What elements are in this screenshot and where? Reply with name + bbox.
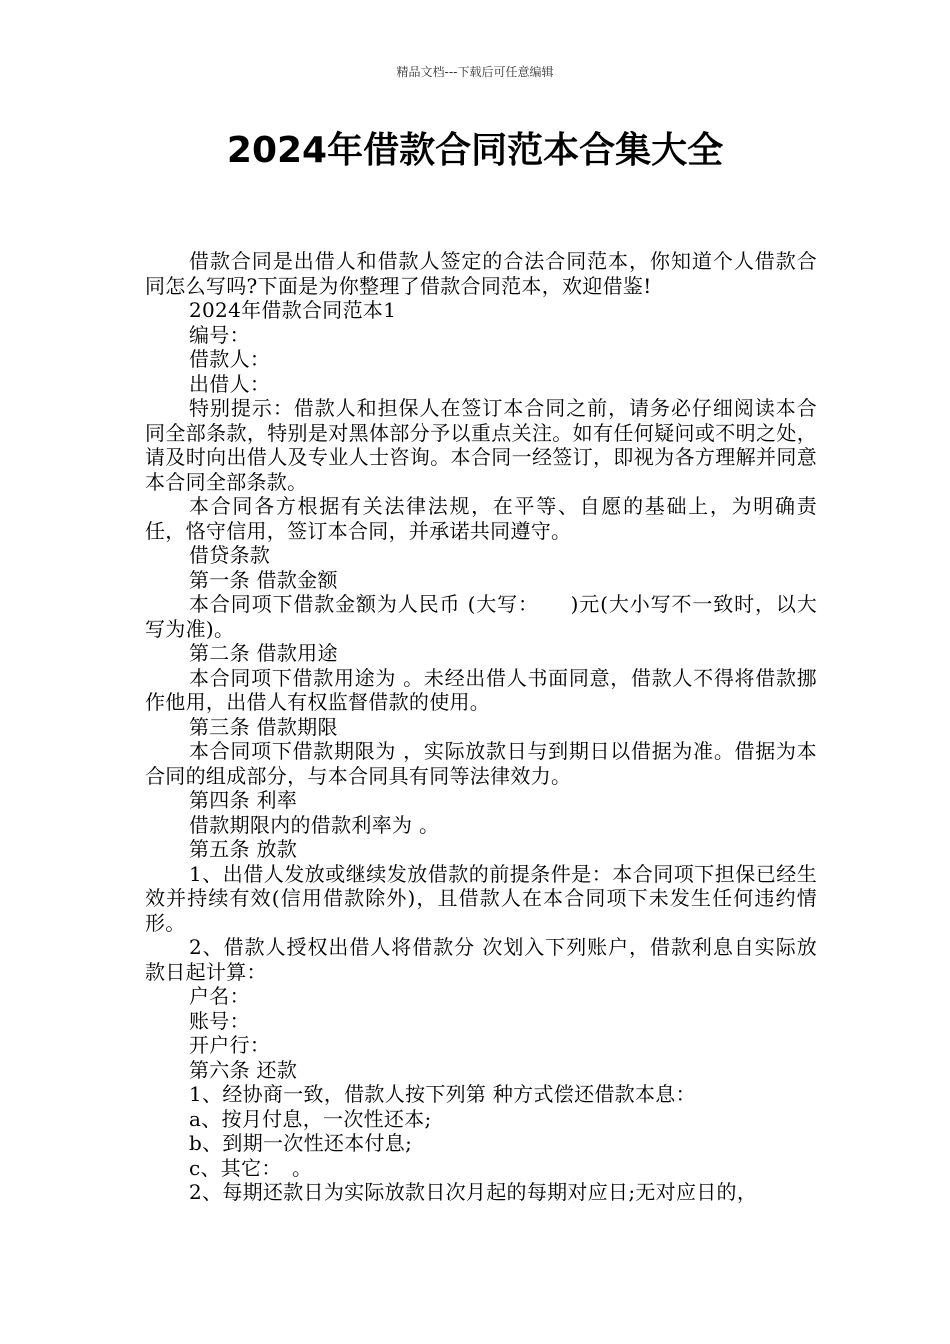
paragraph-contract-heading: 2024年借款合同范本1 [189,298,397,322]
field-account-name: 户名： [189,984,250,1008]
field-account-number: 账号： [189,1008,250,1033]
article-body-4: 借款期限内的借款利率为 。 [189,812,440,837]
paragraph-intro: 借款合同是出借人和借款人签定的合法合同范本，你知道个人借款合同怎么写吗?下面是为你整理了借款合同范本，欢迎借鉴! [145,249,817,298]
repayment-option-b: b、到期一次性还本付息; [189,1131,413,1155]
document-title: 2024年借款合同范本合集大全 [226,130,724,171]
repayment-option-c: c、其它： 。 [189,1155,313,1180]
field-lender: 出借人： [189,371,271,396]
article-heading-5: 第五条 放款 [189,837,298,861]
article-heading-4: 第四条 利率 [189,788,298,812]
article-body-1: 本合同项下借款金额为人民币 (大写： )元(大小写不一致时，以大写为准)。 [145,592,817,641]
article-body-2: 本合同项下借款用途为 。未经出借人书面同意，借款人不得将借款挪作他用，出借人有权监督借款的使用。 [145,665,817,714]
field-bank: 开户行： [189,1033,271,1057]
field-contract-number: 编号： [189,322,250,347]
article-heading-3: 第三条 借款期限 [189,714,338,739]
document-body [145,249,817,1205]
page-header-note: 精品文档---下载后可任意编辑 [396,65,554,79]
article-heading-2: 第二条 借款用途 [189,641,338,665]
paragraph-special-notice: 特别提示：借款人和担保人在签订本合同之前，请务必仔细阅读本合同全部条款，特别是对黑体部分予以重点关注。如有任何疑问或不明之处，请及时向出借人及专业人士咨询。本合同一经签订，即视为各方理解并同意本合同全部条款。 [145,396,817,494]
article-heading-1: 第一条 借款金额 [189,567,338,592]
paragraph-agreement-basis: 本合同各方根据有关法律法规，在平等、自愿的基础上，为明确责任，恪守信用，签订本合同，并承诺共同遵守。 [145,494,817,543]
field-borrower: 借款人： [189,347,271,371]
article-body-6-clause-2: 2、每期还款日为实际放款日次月起的每期对应日;无对应日的， [189,1180,758,1204]
repayment-option-a: a、按月付息，一次性还本; [189,1106,432,1131]
article-body-5-clause-2: 2、借款人授权出借人将借款分 次划入下列账户，借款利息自实际放款日起计算： [145,935,817,984]
section-heading-loan-terms: 借贷条款 [189,543,271,567]
article-body-5-clause-1: 1、出借人发放或继续发放借款的前提条件是：本合同项下担保已经生效并持续有效(信用借款除外)，且借款人在本合同项下未发生任何违约情形。 [145,861,817,935]
article-body-6-clause-1: 1、经协商一致，借款人按下列第 种方式偿还借款本息： [189,1082,696,1106]
article-body-3: 本合同项下借款期限为 ，实际放款日与到期日以借据为准。借据为本合同的组成部分，与本合同具有同等法律效力。 [145,739,817,788]
article-heading-6: 第六条 还款 [189,1057,298,1082]
